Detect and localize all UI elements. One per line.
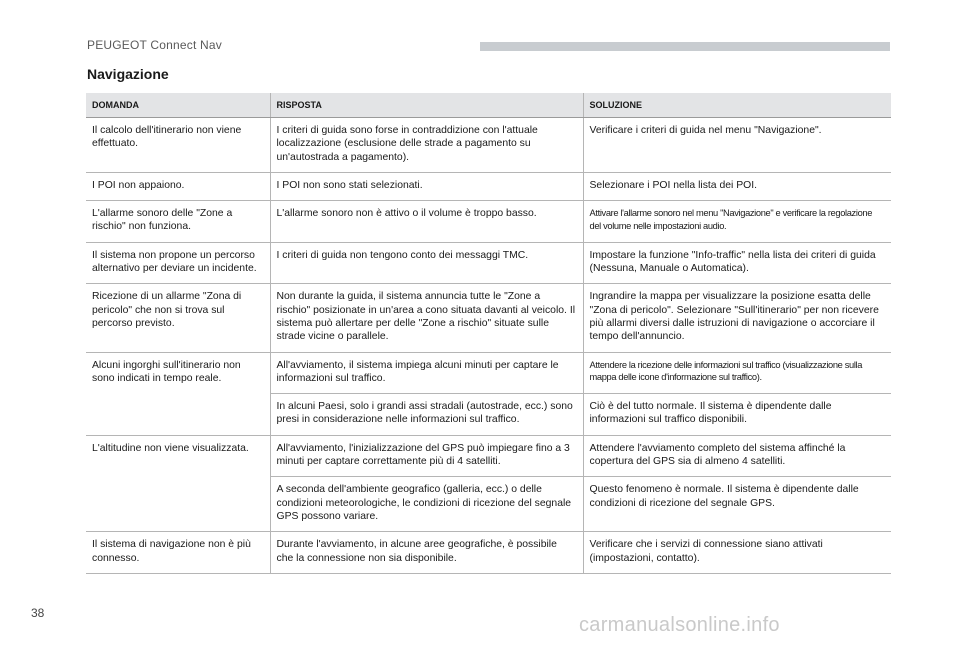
table-row bbox=[86, 284, 891, 352]
answer-cell: I criteri di guida non tengono conto dei messaggi TMC. bbox=[270, 242, 583, 284]
answer-cell: All'avviamento, il sistema impiega alcuni minuti per captare le informazioni sul traffico. bbox=[270, 352, 583, 394]
solution-cell: Attivare l'allarme sonoro nel menu "Navigazione" e verificare la regolazione del volume nelle impostazioni audio. bbox=[583, 201, 891, 243]
page-number: 38 bbox=[31, 606, 45, 620]
header-decorative-bar bbox=[480, 42, 890, 51]
question-cell: Il calcolo dell'itinerario non viene effettuato. bbox=[86, 118, 270, 173]
table-row bbox=[86, 435, 891, 477]
question-cell: L'allarme sonoro delle "Zone a rischio" non funziona. bbox=[86, 201, 270, 243]
answer-cell: Non durante la guida, il sistema annuncia tutte le "Zone a rischio" posizionate in un'area a cono situata davanti al veicolo. Il sistema può allertare per delle "Zone a rischio" situate sulle strade vicine o parallele. bbox=[270, 284, 583, 352]
table-row bbox=[86, 532, 891, 574]
question-cell: Ricezione di un allarme "Zona di pericolo" che non si trova sul percorso previsto. bbox=[86, 284, 270, 352]
question-cell: I POI non appaiono. bbox=[86, 172, 270, 200]
answer-cell: All'avviamento, l'inizializzazione del GPS può impiegare fino a 3 minuti per captare correttamente più di 4 satelliti. bbox=[270, 435, 583, 477]
faq-table bbox=[86, 93, 891, 574]
table-row bbox=[86, 352, 891, 394]
answer-cell: In alcuni Paesi, solo i grandi assi stradali (autostrade, ecc.) sono presi in considerazione nelle informazioni sul traffico. bbox=[270, 394, 583, 436]
solution-cell: Selezionare i POI nella lista dei POI. bbox=[583, 172, 891, 200]
solution-cell: Verificare i criteri di guida nel menu "Navigazione". bbox=[583, 118, 891, 173]
table-row bbox=[86, 172, 891, 200]
solution-cell: Ciò è del tutto normale. Il sistema è dipendente dalle informazioni sul traffico disponibili. bbox=[583, 394, 891, 436]
solution-cell: Attendere l'avviamento completo del sistema affinché la copertura del GPS sia di almeno 4 satelliti. bbox=[583, 435, 891, 477]
solution-cell: Ingrandire la mappa per visualizzare la posizione esatta delle "Zona di pericolo". Selezionare "Sull'itinerario" per non ricevere più allarmi diversi dalle istruzioni di navigazione o accorciare il tempo dell'annuncio. bbox=[583, 284, 891, 352]
answer-cell: L'allarme sonoro non è attivo o il volume è troppo basso. bbox=[270, 201, 583, 243]
solution-cell: Questo fenomeno è normale. Il sistema è dipendente dalle condizioni di ricezione del segnale GPS. bbox=[583, 477, 891, 532]
column-header-answer: RISPOSTA bbox=[270, 93, 583, 118]
question-cell: Il sistema di navigazione non è più connesso. bbox=[86, 532, 270, 574]
manual-header-title: PEUGEOT Connect Nav bbox=[87, 38, 222, 52]
solution-cell: Impostare la funzione "Info-traffic" nella lista dei criteri di guida (Nessuna, Manuale o Automatica). bbox=[583, 242, 891, 284]
answer-cell: I POI non sono stati selezionati. bbox=[270, 172, 583, 200]
section-title: Navigazione bbox=[87, 66, 169, 82]
answer-cell: A seconda dell'ambiente geografico (galleria, ecc.) o delle condizioni meteorologiche, le condizioni di ricezione del segnale GPS possono variare. bbox=[270, 477, 583, 532]
table-row bbox=[86, 201, 891, 243]
table-row bbox=[86, 118, 891, 173]
table-row bbox=[86, 242, 891, 284]
watermark-text: carmanualsonline.info bbox=[579, 614, 780, 636]
solution-cell: Verificare che i servizi di connessione siano attivati (impostazioni, contatto). bbox=[583, 532, 891, 574]
column-header-solution: SOLUZIONE bbox=[583, 93, 891, 118]
question-cell: Alcuni ingorghi sull'itinerario non sono indicati in tempo reale. bbox=[86, 352, 270, 435]
answer-cell: Durante l'avviamento, in alcune aree geografiche, è possibile che la connessione non sia disponibile. bbox=[270, 532, 583, 574]
question-cell: L'altitudine non viene visualizzata. bbox=[86, 435, 270, 531]
answer-cell: I criteri di guida sono forse in contraddizione con l'attuale localizzazione (esclusione delle strade a pagamento su un'autostrada a pagamento). bbox=[270, 118, 583, 173]
solution-cell: Attendere la ricezione delle informazioni sul traffico (visualizzazione sulla mappa delle icone d'informazione sul traffico). bbox=[583, 352, 891, 394]
column-header-question: DOMANDA bbox=[86, 93, 270, 118]
question-cell: Il sistema non propone un percorso alternativo per deviare un incidente. bbox=[86, 242, 270, 284]
table-header-row bbox=[86, 93, 891, 118]
